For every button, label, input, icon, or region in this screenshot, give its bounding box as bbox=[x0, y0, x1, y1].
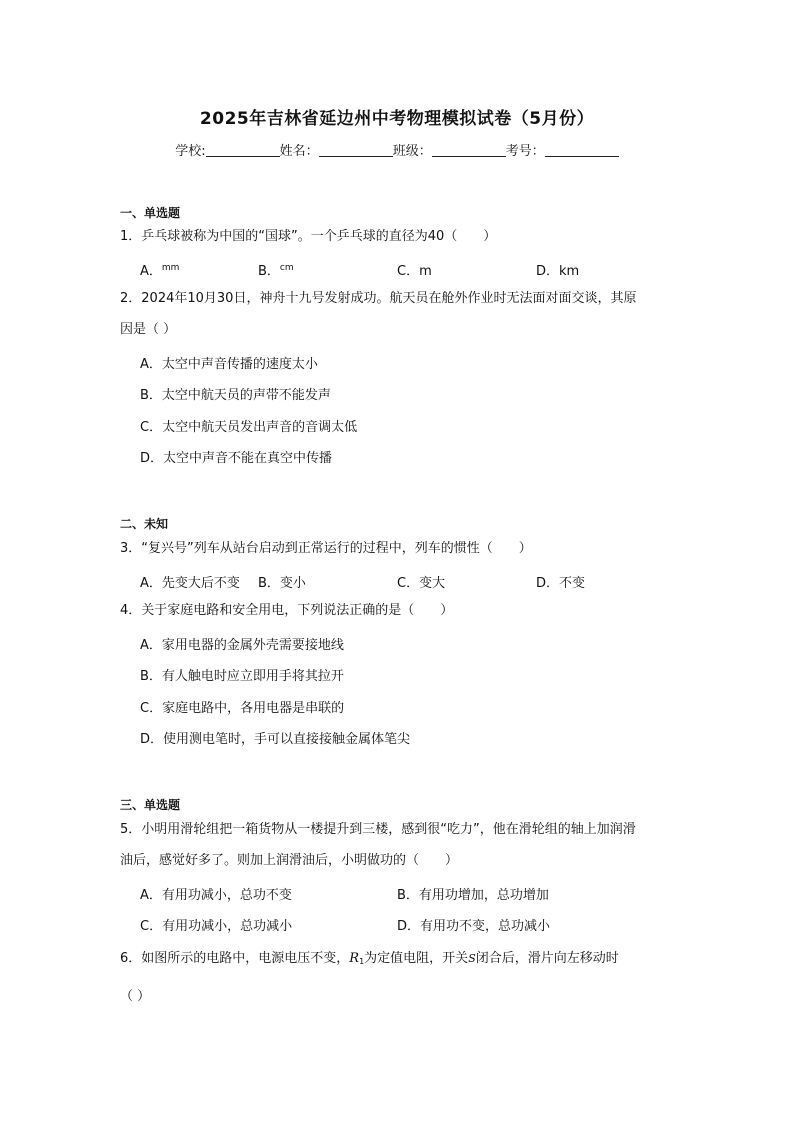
question-5-option-b[interactable]: B．有用功增加，总功增加 bbox=[397, 888, 549, 903]
question-2-stem-line-1: 2．2024年10月30日，神舟十九号发射成功。航天员在舱外作业时无法面对面交谈，其原 bbox=[120, 291, 637, 306]
question-2-option-d[interactable]: D．太空中声音不能在真空中传播 bbox=[140, 451, 333, 466]
section-heading-3: 三、单选题 bbox=[120, 798, 181, 812]
student-info-line bbox=[0, 140, 794, 159]
question-4-option-d[interactable]: D．使用测电笔时，手可以直接接触金属体笔尖 bbox=[140, 732, 411, 747]
class-blank[interactable] bbox=[432, 142, 506, 157]
q6-text-a: 6．如图所示的电路中，电源电压不变， bbox=[120, 951, 350, 966]
question-3-option-b[interactable]: B．变小 bbox=[258, 576, 306, 591]
question-5-option-d[interactable]: D．有用功不变，总功减小 bbox=[397, 919, 551, 934]
question-6-stem-line-1 bbox=[120, 943, 680, 977]
option-b-unit: cm bbox=[279, 263, 294, 273]
question-4-option-c[interactable]: C．家庭电路中，各用电器是串联的 bbox=[140, 701, 345, 716]
school-label: 学校: bbox=[175, 144, 206, 159]
option-b-label: B． bbox=[258, 264, 280, 279]
question-3-option-c[interactable]: C．变大 bbox=[397, 576, 446, 591]
r1-subscript: 1 bbox=[359, 957, 365, 966]
question-2-option-c[interactable]: C．太空中航天员发出声音的音调太低 bbox=[140, 420, 358, 435]
question-4-option-b[interactable]: B．有人触电时应立即用手将其拉开 bbox=[140, 669, 344, 684]
question-6-stem-line-2: （ ） bbox=[120, 989, 151, 1004]
question-1-option-b[interactable] bbox=[258, 260, 294, 279]
question-5-option-a[interactable]: A．有用功减小，总功不变 bbox=[140, 888, 292, 903]
name-blank[interactable] bbox=[319, 142, 393, 157]
question-5-stem-line-2: 油后，感觉好多了。则加上润滑油后，小明做功的（ ） bbox=[120, 853, 459, 868]
q6-text-b: 为定值电阻，开关 bbox=[364, 951, 469, 966]
r1-symbol: R bbox=[349, 951, 360, 966]
exam-no-blank[interactable] bbox=[545, 142, 619, 157]
question-3-option-a[interactable]: A．先变大后不变 bbox=[140, 576, 240, 591]
school-blank[interactable] bbox=[206, 142, 280, 157]
question-1-stem: 1．乒乓球被称为中国的“国球”。一个乒乓球的直径为40（ ） bbox=[120, 229, 497, 244]
section-heading-2: 二、未知 bbox=[120, 517, 169, 531]
question-1-option-d[interactable]: D．km bbox=[536, 264, 580, 279]
page-title: 2025年吉林省延边州中考物理模拟试卷（5月份） bbox=[199, 109, 595, 129]
question-5-stem-line-1: 5．小明用滑轮组把一箱货物从一楼提升到三楼，感到很“吃力”，他在滑轮组的轴上加润滑 bbox=[120, 822, 636, 837]
option-a-label: A． bbox=[140, 264, 162, 279]
switch-symbol: S bbox=[468, 952, 476, 965]
q6-text-c: 闭合后，滑片向左移动时 bbox=[475, 951, 619, 966]
question-2-option-a[interactable]: A．太空中声音传播的速度太小 bbox=[140, 357, 318, 372]
name-label: 姓名： bbox=[279, 144, 319, 159]
class-label: 班级： bbox=[392, 144, 432, 159]
question-4-option-a[interactable]: A．家用电器的金属外壳需要接地线 bbox=[140, 638, 344, 653]
exam-no-label: 考号： bbox=[505, 144, 545, 159]
question-2-option-b[interactable]: B．太空中航天员的声带不能发声 bbox=[140, 388, 331, 403]
question-3-option-d[interactable]: D．不变 bbox=[536, 576, 586, 591]
question-1-option-a[interactable] bbox=[140, 260, 179, 279]
question-3-stem: 3．“复兴号”列车从站台启动到正常运行的过程中，列车的惯性（ ） bbox=[120, 541, 532, 556]
question-5-option-c[interactable]: C．有用功减小，总功减小 bbox=[140, 919, 293, 934]
question-1-option-c[interactable]: C．m bbox=[397, 264, 432, 279]
section-heading-1: 一、单选题 bbox=[120, 206, 181, 220]
question-4-stem: 4．关于家庭电路和安全用电，下列说法正确的是（ ） bbox=[120, 603, 454, 618]
question-2-stem-line-2: 因是（ ） bbox=[120, 322, 177, 337]
option-a-unit: mm bbox=[161, 263, 180, 273]
